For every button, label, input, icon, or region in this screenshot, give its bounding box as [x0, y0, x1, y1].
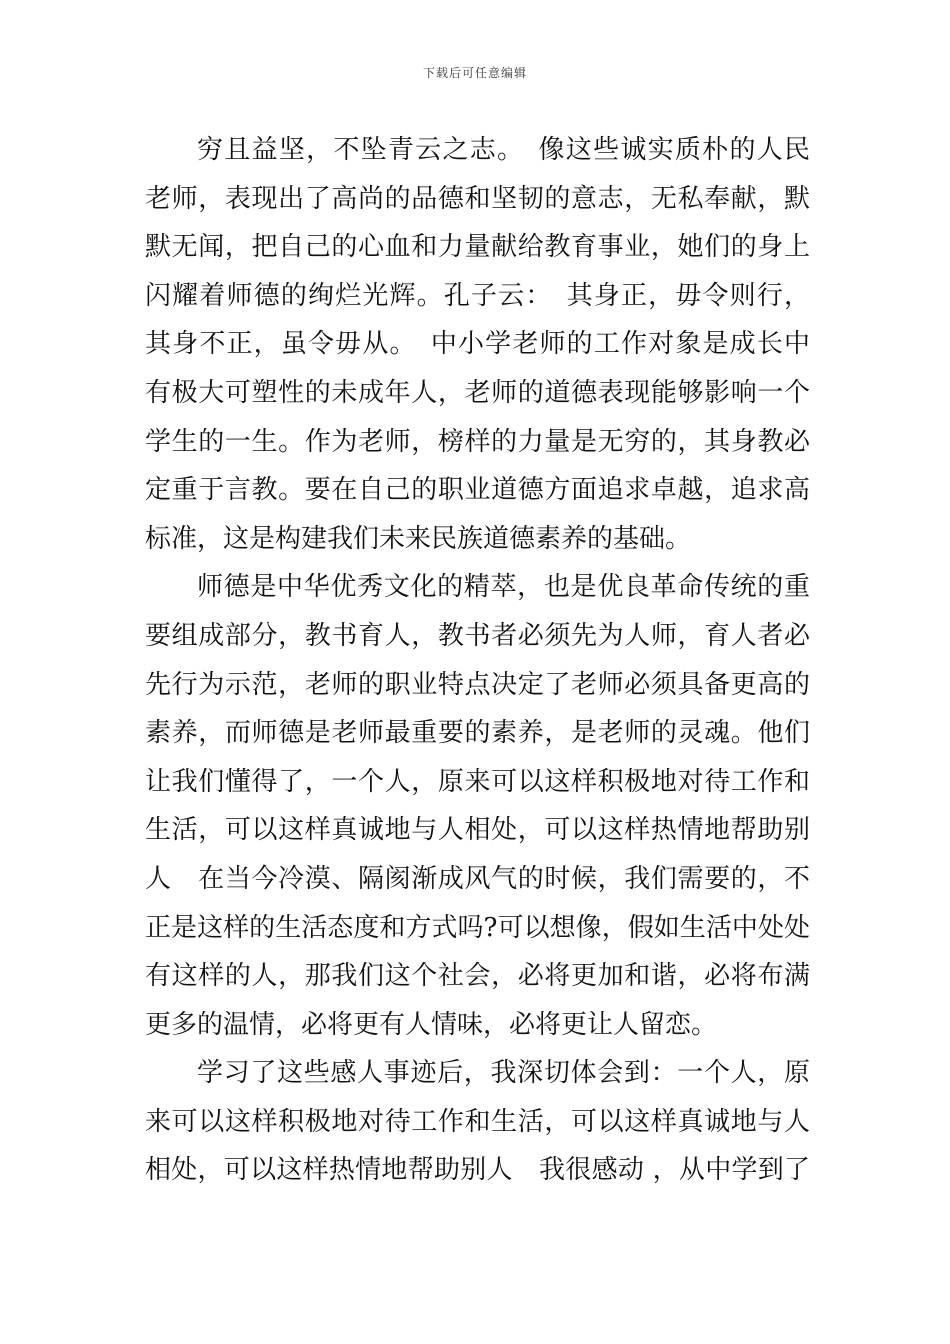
text-line: 先行为示范，老师的职业特点决定了老师必须具备更高的 — [145, 669, 810, 700]
text-line: 生活，可以这样真诚地与人相处，可以这样热情地帮助别 — [145, 815, 810, 846]
document-body — [145, 126, 810, 1195]
text-line: 人 在当今冷漠、隔阂渐成风气的时候，我们需要的，不 — [145, 863, 810, 894]
text-line: 老师，表现出了高尚的品德和坚韧的意志，无私奉献，默 — [145, 183, 810, 214]
text-line: 相处，可以这样热情地帮助别人 我很感动 ，从中学到了 — [145, 1155, 810, 1186]
text-line: 闪耀着师德的绚烂光辉。孔子云： 其身正，毋令则行， — [145, 280, 810, 311]
text-line: 标准，这是构建我们未来民族道德素养的基础。 — [145, 523, 692, 554]
text-line: 让我们懂得了，一个人，原来可以这样积极地对待工作和 — [145, 766, 810, 797]
text-line: 穷且益坚，不坠青云之志。 像这些诚实质朴的人民 — [197, 135, 810, 165]
text-line: 素养，而师德是老师最重要的素养，是老师的灵魂。他们 — [145, 718, 810, 749]
text-line: 更多的温情，必将更有人情味，必将更让人留恋。 — [145, 1009, 718, 1040]
text-line: 学生的一生。作为老师，榜样的力量是无穷的，其身教必 — [145, 426, 810, 457]
text-line: 默无闻，把自己的心血和力量献给教育事业，她们的身上 — [145, 232, 810, 263]
page-header: 下载后可任意编辑 — [422, 66, 527, 80]
text-line: 师德是中华优秀文化的精萃，也是优良革命传统的重 — [197, 572, 810, 603]
text-line: 正是这样的生活态度和方式吗?可以想像，假如生活中处处 — [145, 912, 810, 943]
text-line: 有极大可塑性的未成年人，老师的道德表现能够影响一个 — [145, 377, 810, 408]
text-line: 其身不正，虽令毋从。 中小学老师的工作对象是成长中 — [145, 329, 810, 360]
text-line: 来可以这样积极地对待工作和生活，可以这样真诚地与人 — [145, 1106, 810, 1137]
text-line: 学习了这些感人事迹后，我深切体会到：一个人，原 — [197, 1058, 810, 1089]
text-line: 要组成部分，教书育人，教书者必须先为人师，育人者必 — [145, 620, 810, 651]
text-line: 有这样的人，那我们这个社会，必将更加和谐，必将布满 — [145, 961, 810, 992]
text-line: 定重于言教。要在自己的职业道德方面追求卓越，追求高 — [145, 475, 810, 506]
